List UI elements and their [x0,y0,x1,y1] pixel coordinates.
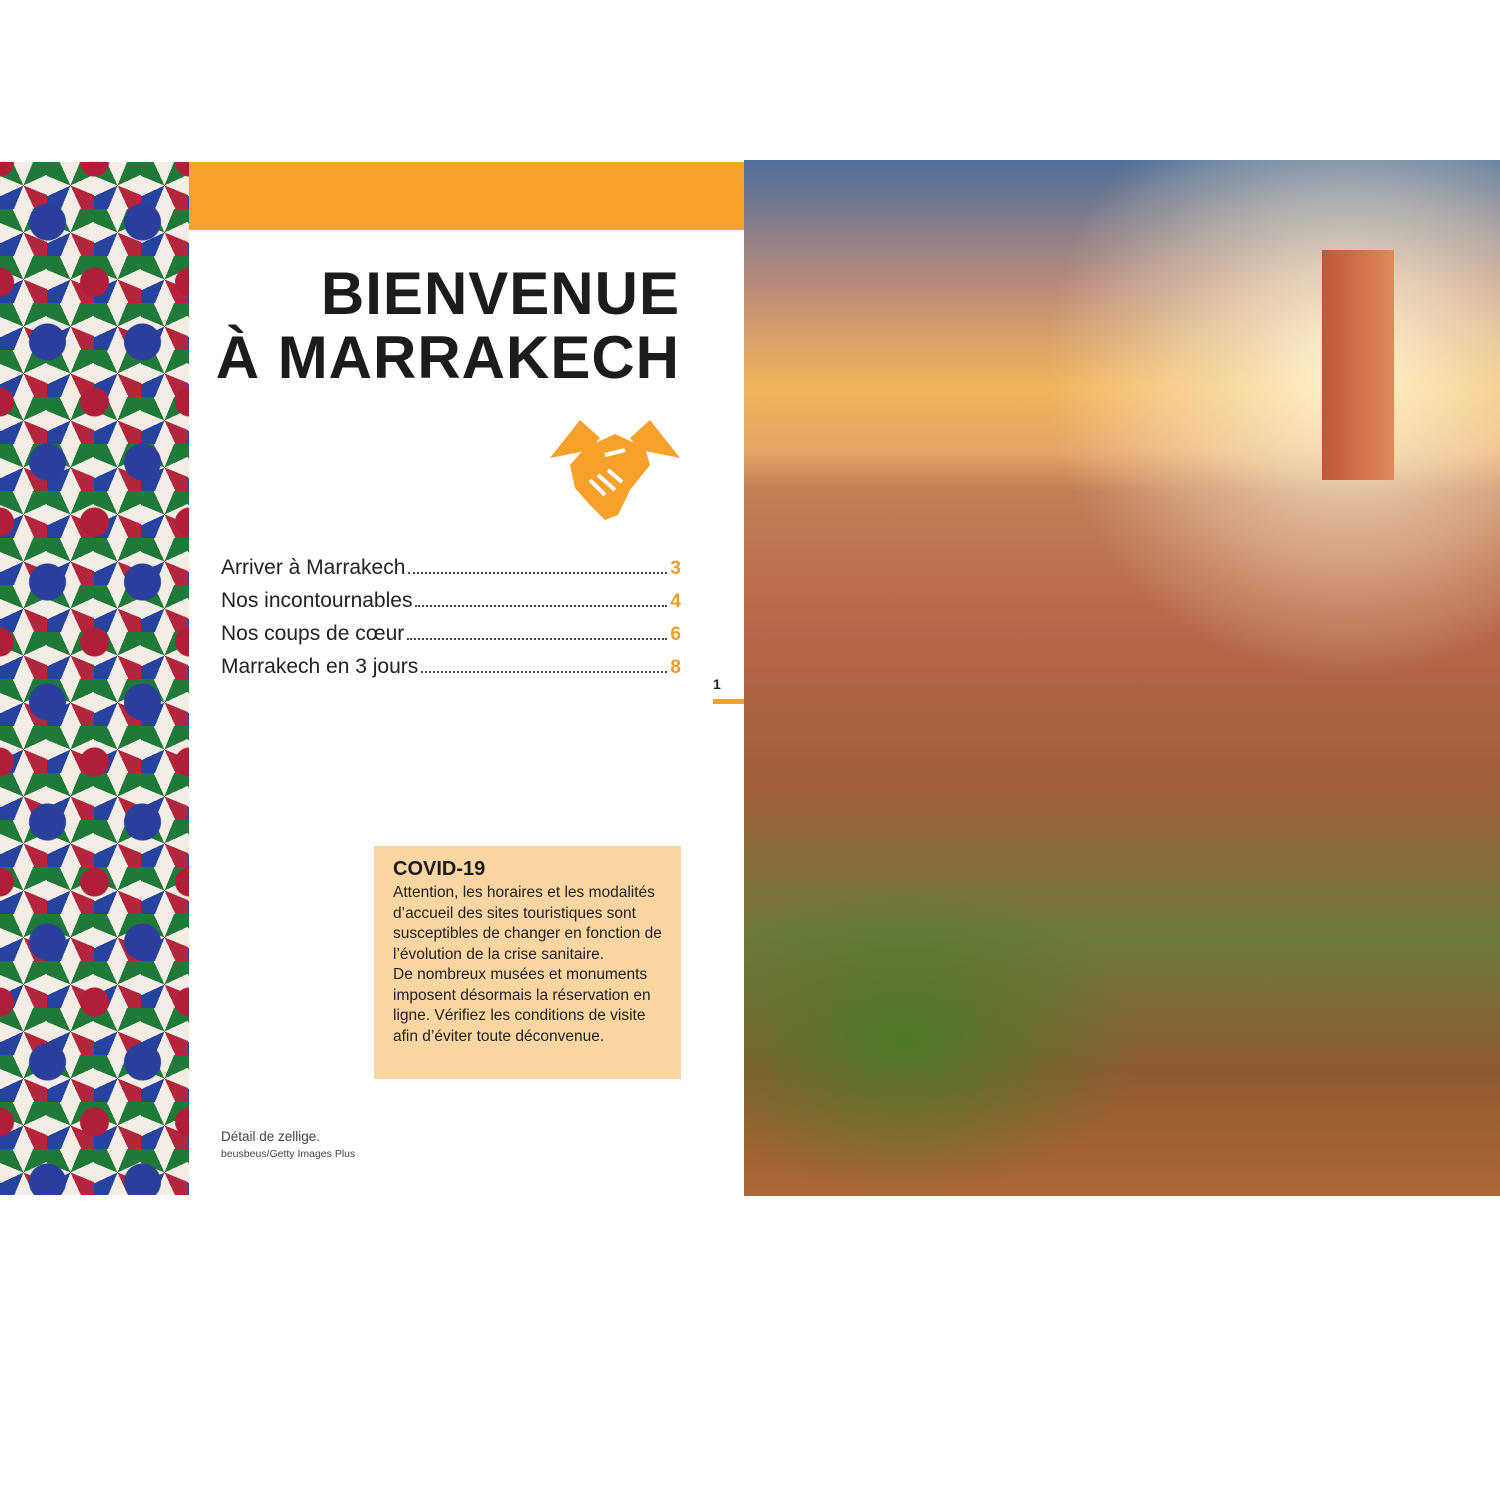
leader-dots [407,638,667,640]
toc-label: Marrakech en 3 jours [221,655,419,678]
caption-text: Détail de zellige. [221,1129,321,1144]
toc-page: 3 [670,558,681,579]
covid-paragraph-2: De nombreux musées et monuments imposent désormais la réservation en ligne. Vérifiez les conditions de visite afin d’éviter toute déconvenue. [393,966,651,1045]
toc-item[interactable] [221,651,681,684]
toc-item[interactable] [221,618,681,651]
toc-label: Nos coups de cœur [221,622,405,645]
page-number-bar [713,699,744,704]
toc-label: Nos incontournables [221,589,413,612]
covid-notice-box [374,846,681,1079]
photo-vegetation [744,880,1144,1196]
page-number: 1 [713,676,721,692]
toc-page: 6 [670,624,681,645]
leader-dots [408,572,667,574]
zellige-photo [0,162,189,1195]
title-line-2: À MARRAKECH [215,324,680,391]
leader-dots [421,671,667,673]
photo-caption [221,1129,355,1160]
toc-item[interactable] [221,585,681,618]
koutoubia-minaret [1322,250,1394,480]
handshake-icon [550,420,680,522]
table-of-contents [221,552,681,684]
toc-page: 4 [670,591,681,612]
leader-dots [415,605,667,607]
toc-item[interactable] [221,552,681,585]
page-title [216,262,680,390]
toc-label: Arriver à Marrakech [221,556,406,579]
covid-heading: COVID-19 [393,858,486,880]
photo-credit: beusbeus/Getty Images Plus [221,1148,356,1160]
title-line-1: BIENVENUE [320,260,680,327]
header-accent-bar [189,162,744,230]
toc-page: 8 [670,657,681,678]
covid-paragraph-1: Attention, les horaires et les modalités d’accueil des sites touristiques sont susceptibles de changer en fonction de l’évolution de la crise sanitaire. [393,884,662,963]
